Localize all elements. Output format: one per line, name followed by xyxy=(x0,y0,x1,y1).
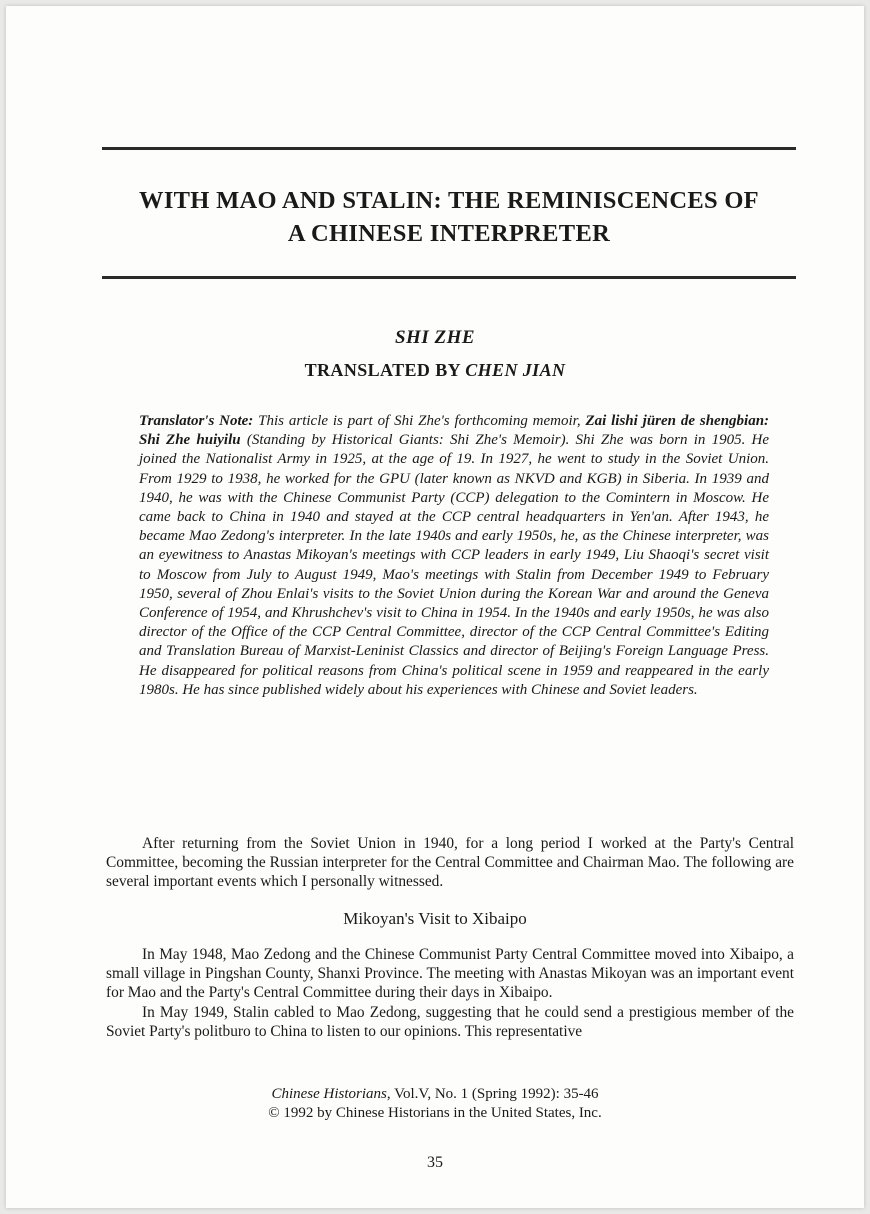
paragraph-1: After returning from the Soviet Union in 1940, for a long period I worked at the Party's Central Committee, becoming the Russian interpreter for the Central Committee and Chairman Mao. The following are several important events which I personally witnessed. xyxy=(106,835,794,891)
journal-citation xyxy=(6,1085,864,1104)
journal-volume: , Vol.V, No. 1 (Spring 1992): 35-46 xyxy=(386,1086,599,1102)
top-rule xyxy=(102,147,796,150)
paragraph-3: In May 1949, Stalin cabled to Mao Zedong, suggesting that he could send a prestigious member of the Soviet Party's politburo to China to listen to our opinions. This representative xyxy=(106,1003,794,1040)
copyright-line: © 1992 by Chinese Historians in the United States, Inc. xyxy=(268,1105,602,1121)
translated-by-label: TRANSLATED BY xyxy=(304,360,461,380)
translators-note xyxy=(139,412,769,700)
title-line-1: WITH MAO AND STALIN: THE REMINISCENCES OF xyxy=(139,187,759,214)
intro-section xyxy=(106,834,794,892)
note-text: (Standing by Historical Giants: Shi Zhe's Memoir). Shi Zhe was born in 1905. He joined the Nationalist Army in 1925, at the age of 19. In 1927, he went to study in the Soviet Union. From 1929 to 1938, he worked for the GPU (later known as NKVD and KGB) in Siberia. In 1939 and 1940, he was with the Chinese Communist Party (CCP) delegation to the Comintern in Moscow. He came back to China in 1940 and stayed at the CCP central headquarters in Yen'an. After 1943, he became Mao Zedong's interpreter. In the late 1940s and early 1950s, he, as the Chinese interpreter, was an eyewitness to Anastas Mikoyan's meetings with CCP leaders in early 1949, Liu Shaoqi's secret visit to Moscow from July to August 1949, Mao's meetings with Stalin from December 1949 to February 1950, several of Zhou Enlai's visits to the Soviet Union during the Korean War and around the Geneva Conference of 1954, and Khrushchev's visit to China in 1954. In the 1940s and early 1950s, he was also director of the Office of the CCP Central Committee, director of the CCP Central Committee's Editing and Translation Bureau of Marxist-Leninist Classics and director of Beijing's Foreign Language Press. He disappeared for political reasons from China's political scene in 1959 and reappeared in the early 1980s. He has since published widely about his experiences with Chinese and Soviet leaders. xyxy=(139,432,770,698)
section-heading: Mikoyan's Visit to Xibaipo xyxy=(343,909,527,928)
document-page xyxy=(6,6,864,1208)
page-number: 35 xyxy=(427,1154,443,1171)
author-name: SHI ZHE xyxy=(394,327,476,348)
translator-line xyxy=(6,360,864,381)
title-line-2: A CHINESE INTERPRETER xyxy=(287,220,611,247)
mikoyan-section xyxy=(106,945,794,1041)
note-label: Translator's Note: xyxy=(139,413,254,429)
note-intro: This article is part of Shi Zhe's forthcoming memoir, xyxy=(258,413,581,429)
memoir-title: Zai lishi jüren de shengbian: Shi Zhe huiyilu xyxy=(139,413,770,449)
citation-footer xyxy=(6,1085,864,1123)
article-title xyxy=(76,184,822,250)
journal-name: Chinese Historians xyxy=(271,1086,387,1102)
translator-name: CHEN JIAN xyxy=(465,360,566,380)
paragraph-2: In May 1948, Mao Zedong and the Chinese Communist Party Central Committee moved into Xibaipo, a small village in Pingshan County, Shanxi Province. The meeting with Anastas Mikoyan was an important event for Mao and the Party's Central Committee during their days in Xibaipo. xyxy=(106,946,794,1002)
bottom-rule xyxy=(102,276,796,279)
